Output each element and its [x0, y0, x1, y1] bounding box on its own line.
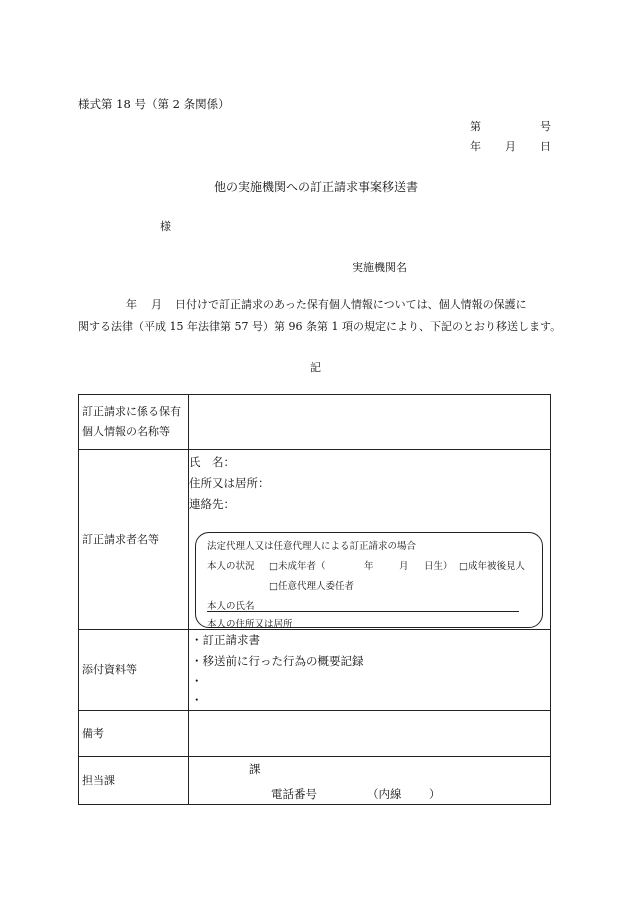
requester-contact-label: 連絡先：: [189, 497, 235, 511]
minor-birth-month: 月: [399, 561, 409, 572]
adult-ward-checkbox[interactable]: □成年被後見人: [459, 561, 525, 572]
document-number-prefix: 第: [470, 120, 481, 133]
department-label: 担当課: [79, 757, 189, 805]
transfer-details-table: [78, 394, 550, 806]
date-year: 年: [470, 140, 481, 153]
remarks-label: 備考: [79, 711, 189, 757]
document-number-suffix: 号: [540, 120, 551, 133]
minor-checkbox[interactable]: □未成年者（: [269, 561, 326, 572]
remarks-field[interactable]: [189, 711, 551, 757]
attachments-field[interactable]: [189, 630, 551, 711]
minor-birth-year: 年: [364, 561, 374, 572]
extension-label: （内線: [367, 787, 402, 801]
requester-name-label: 氏 名：: [189, 455, 235, 469]
agency-name-label: 実施機関名: [352, 261, 407, 274]
principal-name-label: 本人の氏名: [207, 601, 255, 612]
date-day: 日: [540, 140, 551, 153]
section-ka: 課: [249, 762, 261, 776]
addressee-honorific: 様: [160, 220, 171, 233]
body-month: 月: [151, 298, 162, 311]
phone-label: 電話番号: [271, 787, 317, 801]
attachments-label: 添付資料等: [79, 630, 189, 711]
voluntary-agent-checkbox[interactable]: □任意代理人委任者: [269, 581, 354, 592]
body-text-line2: 関する法律（平成 15 年法律第 57 号）第 96 条第 1 項の規定により、下記のとおり移送します。: [78, 320, 562, 333]
personal-info-label-line1: 訂正請求に係る保有: [82, 405, 181, 418]
personal-info-name-field[interactable]: [189, 395, 551, 450]
proxy-heading: 法定代理人又は任意代理人による訂正請求の場合: [207, 541, 417, 552]
principal-status-label: 本人の状況: [207, 561, 255, 572]
attachment-item: ・: [191, 674, 203, 688]
principal-address-label: 本人の住所又は居所: [207, 619, 293, 630]
personal-info-name-label: [79, 395, 189, 450]
body-year: 年: [126, 298, 137, 311]
personal-info-label-line2: 個人情報の名称等: [82, 425, 170, 438]
attachment-item: ・: [191, 693, 203, 707]
attachment-item: ・移送前に行った行為の概要記録: [191, 654, 364, 668]
form-number: 様式第 18 号（第 2 条関係）: [78, 97, 230, 111]
requester-label: 訂正請求者名等: [79, 450, 189, 630]
requester-address-label: 住所又は居所：: [189, 476, 270, 490]
requester-field[interactable]: [189, 450, 551, 630]
body-text-line1: 日付けで訂正請求のあった保有個人情報については、個人情報の保護に: [175, 298, 527, 311]
document-title: 他の実施機関への訂正請求事案移送書: [214, 180, 419, 194]
extension-close: ）: [429, 787, 441, 801]
minor-birth-day: 日生）: [424, 561, 453, 572]
department-field[interactable]: [189, 757, 551, 805]
ki-heading: 記: [310, 361, 321, 374]
date-month: 月: [505, 140, 516, 153]
attachment-item: ・訂正請求書: [191, 633, 260, 647]
